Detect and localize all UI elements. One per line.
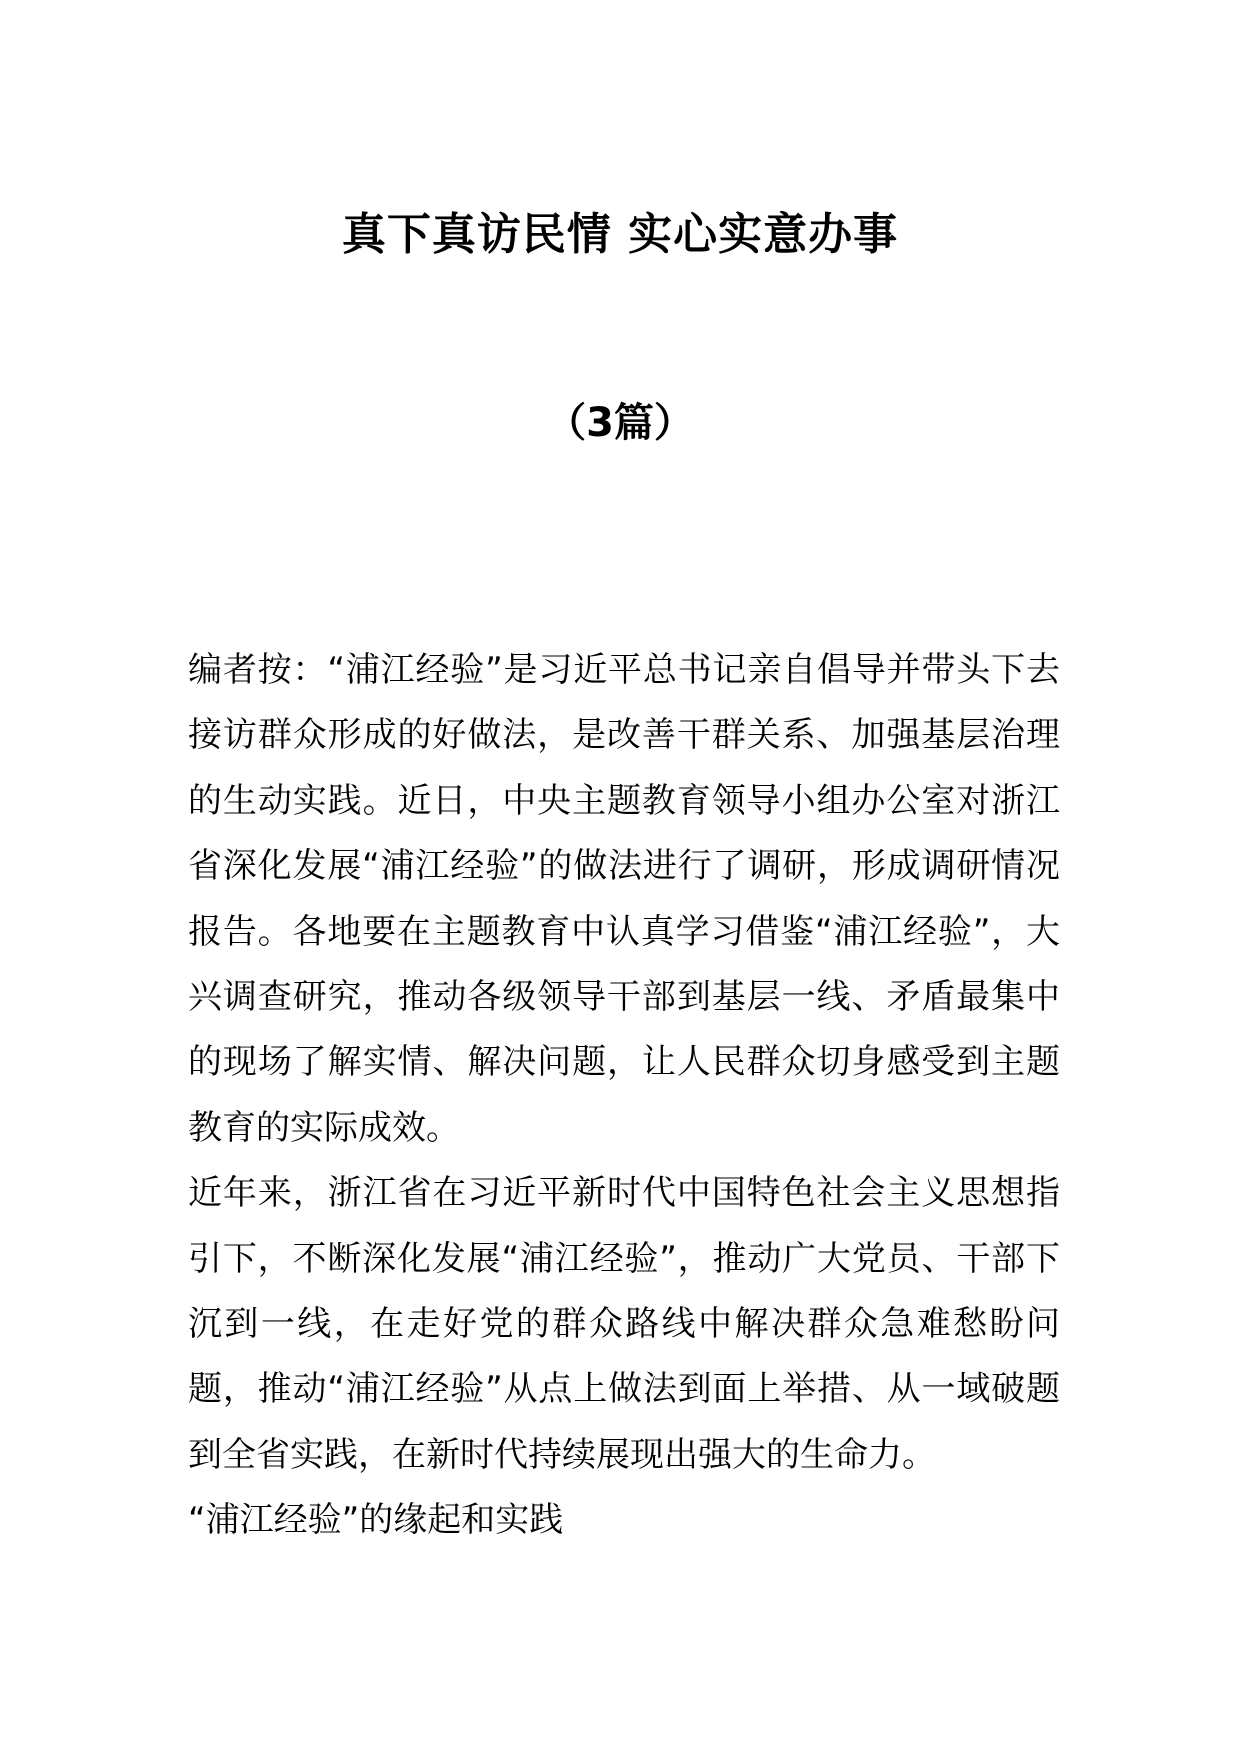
document-subtitle: （3篇） — [546, 400, 694, 446]
body-paragraph: 近年来，浙江省在习近平新时代中国特色社会主义思想指引下，不断深化发展“浦江经验”，推动广大党员、干部下沉到一线，在走好党的群众路线中解决群众急难愁盼问题，推动“浦江经验”从点上做法到面上举措、从一域破题到全省实践，在新时代持续展现出强大的生命力。 — [188, 1173, 1060, 1475]
editor-note-paragraph: 编者按：“浦江经验”是习近平总书记亲自倡导并带头下去接访群众形成的好做法，是改善干群关系、加强基层治理的生动实践。近日，中央主题教育领导小组办公室对浙江省深化发展“浦江经验”的做法进行了调研，形成调研情况报告。各地要在主题教育中认真学习借鉴“浦江经验”，大兴调查研究，推动各级领导干部到基层一线、矛盾最集中的现场了解实情、解决问题，让人民群众切身感受到主题教育的实际成效。 — [188, 650, 1060, 1148]
section-heading: “浦江经验”的缘起和实践 — [188, 1500, 564, 1541]
document-body — [188, 638, 1060, 1554]
document-title: 真下真访民情 实心实意办事 — [341, 209, 899, 260]
